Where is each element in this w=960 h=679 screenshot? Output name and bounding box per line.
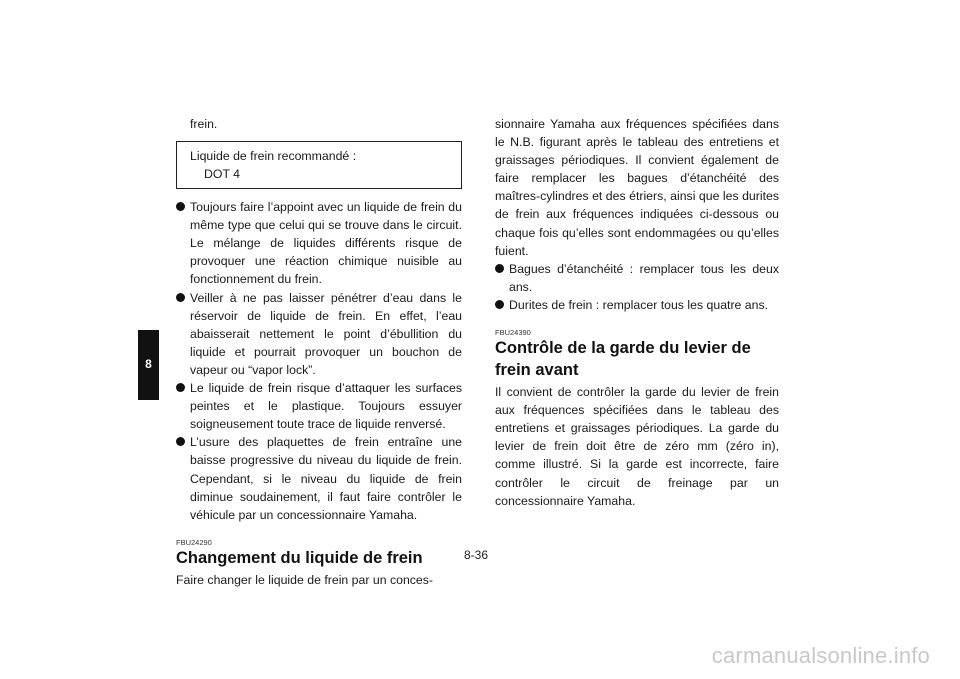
bullet-icon (176, 293, 185, 302)
right-column (495, 115, 779, 510)
recommended-fluid-value: DOT 4 (204, 167, 240, 182)
section-code: FBU24390 (495, 328, 531, 338)
list-item (495, 260, 779, 296)
list-item (176, 289, 462, 379)
continued-text: sionnaire Yamaha aux fréquences spécifiées dans le N.B. figurant après le tableau des entretiens et graissages périodiques. Il convient également de faire remplacer les bagues d’étanchéité des maîtres-cylindres et des étriers, ainsi que les durites de frein aux fréquences indiquées ci-dessous ou chaque fois qu’elles sont endommagées ou qu’elles fuient. (495, 117, 779, 258)
intro-text: frein. (190, 117, 218, 131)
section-text: Faire changer le liquide de frein par un conces- (176, 572, 434, 587)
list-item-text: Veiller à ne pas laisser pénétrer d’eau dans le réservoir de liquide de frein. En effet, l’eau abaisserait nettement le point d’ébullition du liquide et pourrait provoquer un bouchon de vapeur ou “vapor lock”. (190, 290, 462, 377)
watermark[interactable]: carmanualsonline.info (711, 643, 930, 668)
recommended-fluid-box (176, 141, 462, 189)
bullet-icon (176, 202, 185, 211)
page-number: 8-36 (464, 548, 489, 562)
left-column (176, 115, 462, 589)
list-item-text: Toujours faire l’appoint avec un liquide de frein du même type que celui qui se trouve dans le circuit. Le mélange de liquides différents risque de provoquer une réaction chimique nuisible au fonctionnement du frein. (190, 200, 462, 287)
precautions-list (176, 198, 462, 524)
list-item (495, 296, 779, 314)
list-item (176, 198, 462, 288)
list-item-text: L’usure des plaquettes de frein entraîne une baisse progressive du niveau du liquide de frein. Cependant, si le niveau du liquide de frein diminue soudainement, il faut faire contrôler le véhicule par un concessionnaire Yamaha. (190, 435, 462, 522)
bullet-icon (495, 300, 504, 309)
section-heading: Contrôle de la garde du levier de frein avant (495, 339, 751, 380)
list-item-text: Bagues d’étanchéité : remplacer tous les deux ans. (509, 261, 779, 294)
section-code: FBU24290 (176, 537, 212, 547)
section-text: Il convient de contrôler la garde du levier de frein aux fréquences spécifiées dans le tableau des entretiens et graissages périodiques. La garde du levier de frein doit être de zéro mm (zéro in), comme illustré. Si la garde est incorrecte, faire contrôler le circuit de freinage par un concessionnaire Yamaha. (495, 385, 779, 508)
list-item-text: Durites de frein : remplacer tous les quatre ans. (509, 297, 769, 312)
recommended-fluid-label: Liquide de frein recommandé : (190, 149, 357, 164)
list-item (176, 379, 462, 433)
section-heading: Changement du liquide de frein (176, 548, 423, 567)
bullet-icon (495, 264, 504, 273)
list-item (176, 433, 462, 523)
list-item-text: Le liquide de frein risque d’attaquer les surfaces peintes et le plastique. Toujours essuyer soigneusement toute trace de liquide renversé. (190, 381, 462, 432)
chapter-number: 8 (145, 357, 152, 371)
replacement-list (495, 260, 779, 314)
bullet-icon (176, 437, 185, 446)
bullet-icon (176, 383, 185, 392)
chapter-tab (138, 330, 159, 400)
